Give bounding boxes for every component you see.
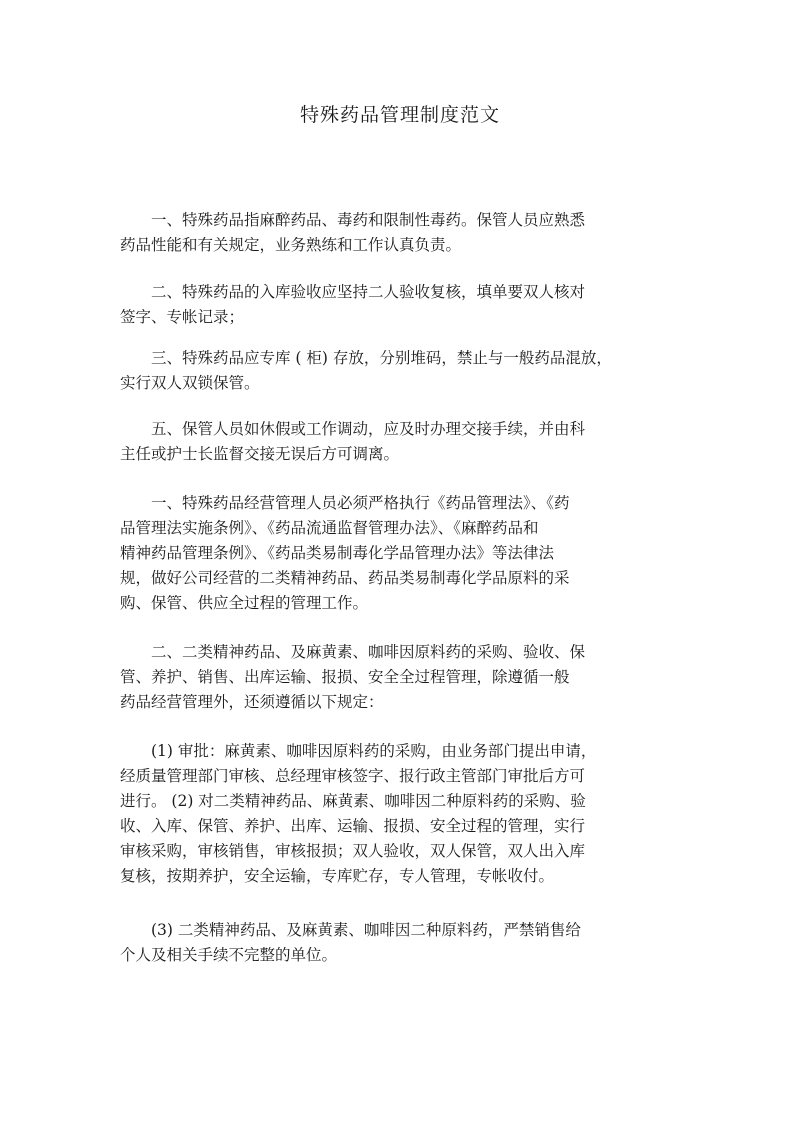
paragraph-4	[120, 417, 660, 467]
paragraph-line: 精神药品管理条例》、《药品类易制毒化学品管理办法》等法律法	[120, 544, 555, 562]
paragraph-line: 一、特殊药品经营管理人员必须严格执行《药品管理法》、《药	[151, 494, 570, 512]
paragraph-line: 实行双人双锁保管。	[120, 374, 260, 392]
paragraph-line: 二、二类精神药品、及麻黄素、咖啡因原料药的采购、验收、保	[151, 643, 586, 661]
paragraph-line: 规，做好公司经营的二类精神药品、药品类易制毒化学品原料的采	[120, 569, 570, 587]
paragraph-line: 复核，按期养护，安全运输，专库贮存，专人管理，专帐收付。	[120, 867, 555, 885]
paragraph-7	[120, 739, 660, 889]
paragraph-5	[120, 491, 660, 616]
paragraph-line: 购、保管、供应全过程的管理工作。	[120, 594, 369, 612]
paragraph-line: 经质量管理部门审核、总经理审核签字、报行政主管部门审批后方可	[120, 767, 586, 785]
paragraph-line: (1) 审批：麻黄素、咖啡因原料药的采购，由业务部门提出申请，	[151, 742, 597, 760]
paragraph-line: 审核采购，审核销售，审核报损；双人验收，双人保管，双人出入库	[120, 842, 586, 860]
paragraph-line: 个人及相关手续不完整的单位。	[120, 946, 338, 964]
paragraph-line: 二、特殊药品的入库验收应坚持二人验收复核，填单要双人核对	[151, 283, 586, 301]
paragraph-line: 药品性能和有关规定，业务熟练和工作认真负责。	[120, 236, 462, 254]
paragraph-line: 签字、专帐记录；	[120, 308, 245, 326]
paragraph-line: 主任或护士长监督交接无误后方可调离。	[120, 445, 400, 463]
paragraph-8	[120, 918, 660, 968]
paragraph-line: 一、特殊药品指麻醉药品、毒药和限制性毒药。保管人员应熟悉	[151, 211, 586, 229]
paragraph-line: 品管理法实施条例》、《药品流通监督管理办法》、《麻醉药品和	[120, 519, 539, 537]
paragraph-3	[120, 346, 660, 396]
paragraph-line: 进行。 (2) 对二类精神药品、麻黄素、咖啡因二种原料药的采购、验	[120, 792, 586, 810]
paragraph-line: 管、养护、销售、出库运输、报损、安全全过程管理，除遵循一般	[120, 668, 570, 686]
paragraph-6	[120, 640, 660, 715]
paragraph-line: 收、入库、保管、养护、出库、运输、报损、安全过程的管理，实行	[120, 817, 586, 835]
paragraph-2	[120, 280, 660, 330]
paragraph-line: 三、特殊药品应专库 ( 柜) 存放，分别堆码，禁止与一般药品混放，	[151, 349, 612, 367]
paragraph-line: 药品经营管理外，还须遵循以下规定：	[120, 693, 384, 711]
paragraph-line: 五、保管人员如休假或工作调动，应及时办理交接手续，并由科	[151, 420, 586, 438]
paragraph-line: (3) 二类精神药品、及麻黄素、咖啡因二种原料药，严禁销售给	[151, 921, 581, 939]
paragraph-1	[120, 208, 660, 258]
document-title: 特殊药品管理制度范文	[299, 104, 500, 126]
